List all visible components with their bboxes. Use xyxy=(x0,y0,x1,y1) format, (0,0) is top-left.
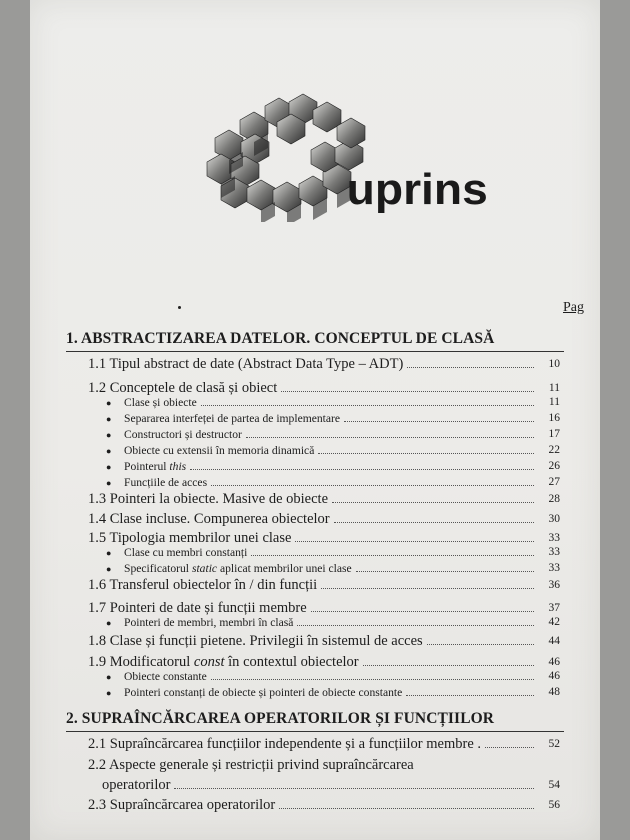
toc-entry xyxy=(88,380,538,397)
toc-entry-text: 1.1 Tipul abstract de date (Abstract Data Type – ADT) xyxy=(88,356,404,372)
toc-entry-text: Funcțiile de acces xyxy=(124,476,208,489)
bullet-icon: ● xyxy=(106,462,112,472)
dot-leader xyxy=(246,437,534,438)
page-number: 10 xyxy=(548,358,560,370)
page-number: 27 xyxy=(548,476,560,488)
toc-entry-text: Constructori și destructor xyxy=(124,428,242,441)
dot-leader xyxy=(334,522,534,523)
page-number: 52 xyxy=(548,738,560,750)
page-number: 37 xyxy=(548,602,560,614)
toc-subentry xyxy=(106,686,538,699)
bullet-icon: ● xyxy=(106,446,112,456)
page-number: 22 xyxy=(548,444,560,456)
toc-entry-text: Pointeri de membri, membri în clasă xyxy=(124,616,294,629)
bullet-icon: ● xyxy=(106,618,112,628)
toc-entry-text: Pointerul this xyxy=(124,460,187,473)
dot-leader xyxy=(311,611,534,612)
dot-leader xyxy=(344,421,534,422)
dot-leader xyxy=(297,625,534,626)
dot-leader xyxy=(174,788,534,789)
toc-entry xyxy=(88,736,538,753)
dot-leader xyxy=(332,502,534,503)
dot-leader xyxy=(321,588,534,589)
dot-leader xyxy=(251,555,534,556)
toc-entry xyxy=(88,530,538,547)
toc-entry xyxy=(88,511,538,528)
page-number: 54 xyxy=(548,779,560,791)
page-number: 36 xyxy=(548,579,560,591)
dot-leader xyxy=(201,405,534,406)
dot-leader xyxy=(190,469,534,470)
bullet-icon: ● xyxy=(106,398,112,408)
toc-entry xyxy=(88,797,538,814)
toc-entry-text: Pointeri constanți de obiecte și pointeri de obiecte constante xyxy=(124,686,403,699)
toc-entry-text: 2.3 Supraîncărcarea operatorilor xyxy=(88,797,276,813)
toc-subentry xyxy=(106,476,538,489)
toc-subentry xyxy=(106,616,538,629)
toc-entry-text: Obiecte cu extensii în memoria dinamică xyxy=(124,444,315,457)
bullet-icon: ● xyxy=(106,430,112,440)
toc-subentry xyxy=(106,562,538,575)
logo-word: uprins xyxy=(346,165,488,214)
toc-entry-text: Specificatorul static aplicat membrilor unei clase xyxy=(124,562,352,575)
dot-leader xyxy=(406,695,534,696)
toc-subentry xyxy=(106,428,538,441)
toc-entry-text: 2.2 Aspecte generale și restricții privind supraîncărcarea xyxy=(88,757,414,773)
toc-entry xyxy=(88,757,538,774)
toc-entry xyxy=(88,356,538,373)
toc-entry xyxy=(88,654,538,671)
dot-leader xyxy=(211,679,534,680)
toc-subentry xyxy=(106,412,538,425)
toc-entry xyxy=(88,491,538,508)
toc-entry-text: 1.2 Conceptele de clasă și obiect xyxy=(88,380,278,396)
toc-entry-text: 1.7 Pointeri de date și funcții membre xyxy=(88,600,307,616)
dot-leader xyxy=(363,665,534,666)
page-number: 42 xyxy=(548,616,560,628)
page-number: 30 xyxy=(548,513,560,525)
dot-leader xyxy=(485,747,534,748)
chapter-title-text: 1. ABSTRACTIZAREA DATELOR. CONCEPTUL DE CLASĂ xyxy=(66,330,495,347)
dot-leader xyxy=(281,391,534,392)
bullet-icon: ● xyxy=(106,672,112,682)
dot-leader xyxy=(356,571,534,572)
page-number: 56 xyxy=(548,799,560,811)
dot-leader xyxy=(407,367,534,368)
chapter-rule xyxy=(66,351,564,352)
toc-entry-text: operatorilor xyxy=(102,777,171,793)
page-number: 46 xyxy=(548,670,560,682)
page-column-label: Pag xyxy=(563,300,584,315)
toc-subentry xyxy=(106,396,538,409)
toc-entry-text: 1.8 Clase și funcții pietene. Privilegii în sistemul de acces xyxy=(88,633,423,649)
toc-entry-text: 2.1 Supraîncărcarea funcțiilor independente și a funcțiilor membre . xyxy=(88,736,482,752)
page-number: 28 xyxy=(548,493,560,505)
page-number: 33 xyxy=(548,562,560,574)
toc-entry-text: 1.5 Tipologia membrilor unei clase xyxy=(88,530,292,546)
dot-leader xyxy=(211,485,534,486)
page-number: 33 xyxy=(548,546,560,558)
toc-entry xyxy=(88,633,538,650)
dot-leader xyxy=(279,808,534,809)
page-number: 26 xyxy=(548,460,560,472)
toc-entry-text: Clase cu membri constanți xyxy=(124,546,248,559)
page-number: 17 xyxy=(548,428,560,440)
page-number: 46 xyxy=(548,656,560,668)
page-number: 11 xyxy=(548,382,560,394)
toc-entry xyxy=(88,600,538,617)
toc-entry-text: Obiecte constante xyxy=(124,670,207,683)
page-number: 33 xyxy=(548,532,560,544)
dot-leader xyxy=(318,453,534,454)
toc-entry-text: 1.6 Transferul obiectelor în / din funcții xyxy=(88,577,318,593)
toc-subentry xyxy=(106,546,538,559)
page-number: 16 xyxy=(548,412,560,424)
chapter-title-text: 2. SUPRAÎNCĂRCAREA OPERATORILOR ȘI FUNCȚIILOR xyxy=(66,710,495,727)
toc-entry-text: 1.9 Modificatorul const în contextul obiectelor xyxy=(88,654,359,670)
toc-entry xyxy=(102,777,538,794)
table-of-contents xyxy=(30,0,600,840)
book-page xyxy=(30,0,600,840)
toc-entry-text: 1.3 Pointeri la obiecte. Masive de obiecte xyxy=(88,491,329,507)
toc-subentry xyxy=(106,444,538,457)
toc-entry-text: 1.4 Clase incluse. Compunerea obiectelor xyxy=(88,511,330,527)
toc-subentry xyxy=(106,460,538,473)
bullet-icon: ● xyxy=(106,478,112,488)
toc-entry xyxy=(88,577,538,594)
bullet-icon: ● xyxy=(106,548,112,558)
chapter-rule xyxy=(66,731,564,732)
bullet-icon: ● xyxy=(106,688,112,698)
dot-leader xyxy=(427,644,534,645)
bullet-icon: ● xyxy=(106,564,112,574)
chapter-title xyxy=(66,330,494,348)
toc-entry-text: Separarea interfeței de partea de implementare xyxy=(124,412,341,425)
toc-entry-text: Clase și obiecte xyxy=(124,396,197,409)
toc-subentry xyxy=(106,670,538,683)
dot-leader xyxy=(295,541,534,542)
chapter-title xyxy=(66,710,494,728)
page-number: 44 xyxy=(548,635,560,647)
bullet-icon: ● xyxy=(106,414,112,424)
page-number: 48 xyxy=(548,686,560,698)
page-number: 11 xyxy=(548,396,560,408)
